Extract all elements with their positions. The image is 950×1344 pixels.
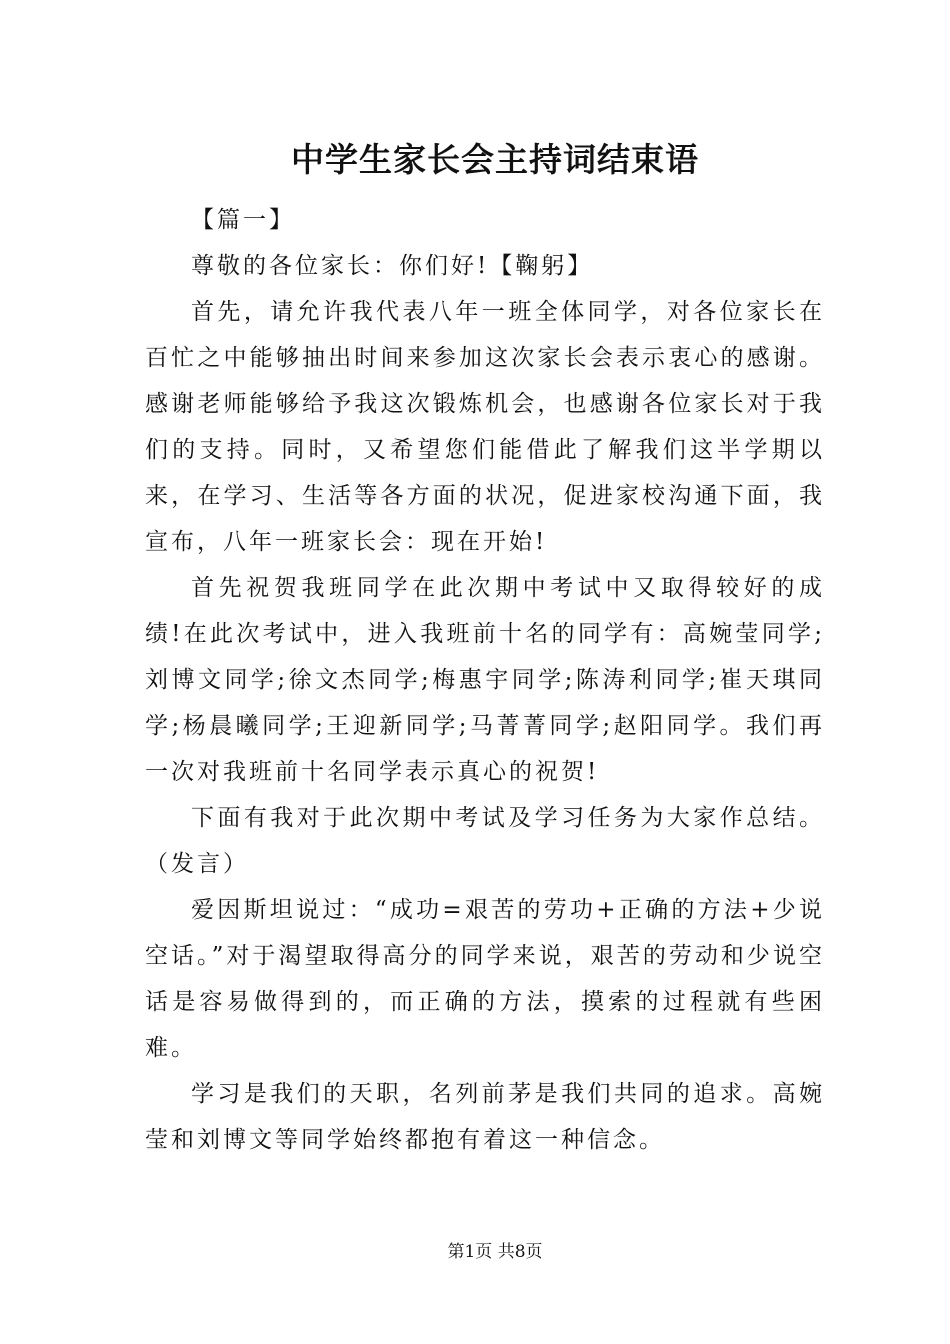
body-paragraph: 首先，请允许我代表八年一班全体同学，对各位家长在百忙之中能够抽出时间来参加这次家长会表示衷心的感谢。感谢老师能够给予我这次锻炼机会，也感谢各位家长对于我们的支持。同时，又希望您们能借此了解我们这半学期以来，在学习、生活等各方面的状况，促进家校沟通下面，我宣布，八年一班家长会：现在开始! <box>145 299 825 555</box>
document-title: 中学生家长会主持词结束语 <box>291 140 699 179</box>
body-paragraph: 下面有我对于此次期中考试及学习任务为大家作总结。（发言） <box>145 805 825 877</box>
section-heading: 【篇一】 <box>191 207 295 233</box>
body-paragraph: 学习是我们的天职，名列前茅是我们共同的追求。高婉莹和刘博文等同学始终都抱有着这一种信念。 <box>145 1081 825 1153</box>
body-paragraph: 首先祝贺我班同学在此次期中考试中又取得较好的成绩!在此次考试中，进入我班前十名的同学有：高婉莹同学;刘博文同学;徐文杰同学;梅惠宇同学;陈涛利同学;崔天琪同学;杨晨曦同学;王迎新同学;马菁菁同学;赵阳同学。我们再一次对我班前十名同学表示真心的祝贺! <box>145 575 825 785</box>
greeting-paragraph: 尊敬的各位家长：你们好!【鞠躬】 <box>191 253 594 279</box>
body-paragraph: 爱因斯坦说过：“成功=艰苦的劳功+正确的方法+少说空话。”对于渴望取得高分的同学来说，艰苦的劳动和少说空话是容易做得到的，而正确的方法，摸索的过程就有些困难。 <box>145 897 825 1061</box>
page-number: 第1页 共8页 <box>447 1242 543 1262</box>
document-body <box>145 197 825 1163</box>
